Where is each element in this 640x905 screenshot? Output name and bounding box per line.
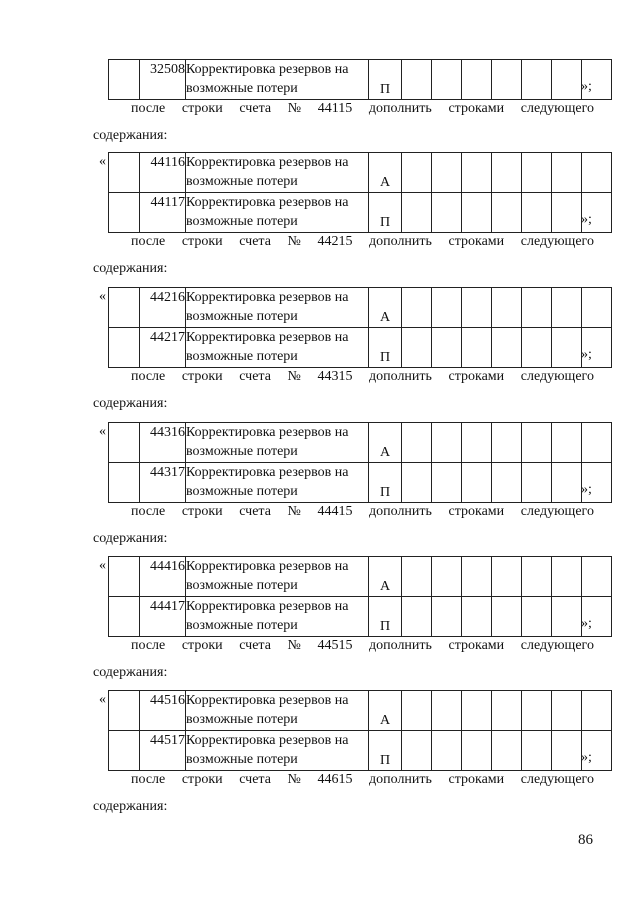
empty-cell: [522, 288, 552, 328]
empty-cell: [462, 288, 492, 328]
instruction-word: №: [287, 369, 301, 384]
empty-cell: [402, 60, 432, 100]
empty-cell: [432, 328, 462, 368]
instruction-continuation: содержания:: [93, 531, 168, 546]
empty-cell: [552, 193, 582, 233]
account-name-line: возможные потери: [186, 174, 298, 189]
instruction-word: после: [131, 234, 166, 249]
empty-cell: [522, 691, 552, 731]
account-name-line: Корректировка резервов на: [186, 693, 349, 708]
account-name-line: возможные потери: [186, 349, 298, 364]
empty-cell: [109, 557, 140, 597]
account-type: П: [369, 731, 402, 771]
account-name: [186, 423, 369, 463]
account-name-line: Корректировка резервов на: [186, 559, 349, 574]
empty-cell: [402, 557, 432, 597]
empty-cell: [109, 731, 140, 771]
instruction-word: дополнить: [369, 369, 432, 384]
account-number: 44317: [140, 463, 186, 503]
instruction-word: дополнить: [368, 101, 432, 116]
account-name-line: возможные потери: [186, 484, 298, 499]
empty-cell: [462, 463, 492, 503]
empty-cell: [109, 60, 140, 100]
empty-cell: [492, 153, 522, 193]
instruction-word: после: [131, 101, 166, 116]
account-name: [186, 691, 369, 731]
empty-cell: [522, 153, 552, 193]
right-quote: »;: [581, 616, 592, 631]
table-row: [109, 153, 612, 193]
empty-cell: [582, 423, 612, 463]
empty-cell: [552, 423, 582, 463]
account-table: [108, 422, 612, 503]
account-type: П: [369, 328, 402, 368]
empty-cell: [109, 153, 140, 193]
account-name: [186, 597, 369, 637]
account-table: [108, 152, 612, 233]
empty-cell: [492, 597, 522, 637]
empty-cell: [109, 328, 140, 368]
right-quote: »;: [581, 482, 592, 497]
instruction-word: строками: [448, 772, 505, 787]
instruction-word: следующего: [520, 638, 594, 653]
instruction-word: счета: [239, 101, 272, 116]
account-number: 44217: [140, 328, 186, 368]
empty-cell: [432, 597, 462, 637]
empty-cell: [582, 691, 612, 731]
account-table: [108, 287, 612, 368]
empty-cell: [402, 731, 432, 771]
empty-cell: [492, 288, 522, 328]
instruction-word: строки: [181, 369, 223, 384]
instruction-word: следующего: [520, 101, 594, 116]
account-name-line: возможные потери: [186, 214, 298, 229]
instruction-word: №: [287, 234, 301, 249]
instruction-word: после: [131, 504, 166, 519]
instruction-word: строки: [181, 101, 223, 116]
account-name-line: Корректировка резервов на: [186, 465, 349, 480]
account-number: 44417: [140, 597, 186, 637]
account-name: [186, 557, 369, 597]
instruction-line: [131, 101, 594, 117]
empty-cell: [432, 731, 462, 771]
instruction-word: 44115: [317, 101, 353, 116]
account-name: [186, 153, 369, 193]
instruction-word: строки: [181, 638, 223, 653]
empty-cell: [492, 691, 522, 731]
empty-cell: [462, 328, 492, 368]
account-name-line: Корректировка резервов на: [186, 62, 349, 77]
empty-cell: [492, 731, 522, 771]
instruction-word: 44415: [317, 504, 353, 519]
account-number: 44216: [140, 288, 186, 328]
empty-cell: [492, 328, 522, 368]
empty-cell: [462, 423, 492, 463]
instruction-word: после: [131, 369, 166, 384]
account-type: А: [369, 288, 402, 328]
empty-cell: [109, 193, 140, 233]
account-name: [186, 731, 369, 771]
account-name: [186, 193, 369, 233]
right-quote: »;: [581, 79, 592, 94]
empty-cell: [432, 60, 462, 100]
account-table: [108, 59, 612, 100]
account-name-line: Корректировка резервов на: [186, 290, 349, 305]
instruction-continuation: содержания:: [93, 799, 168, 814]
account-name-line: Корректировка резервов на: [186, 195, 349, 210]
empty-cell: [402, 691, 432, 731]
empty-cell: [462, 60, 492, 100]
account-name-line: возможные потери: [186, 712, 298, 727]
account-type: А: [369, 691, 402, 731]
account-table-block: [90, 422, 596, 502]
table-row: [109, 423, 612, 463]
account-type: П: [369, 193, 402, 233]
instruction-word: счета: [239, 504, 271, 519]
right-quote: »;: [581, 347, 592, 362]
empty-cell: [402, 328, 432, 368]
account-table: [108, 556, 612, 637]
account-name-line: возможные потери: [186, 309, 298, 324]
empty-cell: [552, 153, 582, 193]
empty-cell: [109, 288, 140, 328]
empty-cell: [552, 731, 582, 771]
empty-cell: [432, 288, 462, 328]
instruction-word: 44615: [317, 772, 353, 787]
empty-cell: [432, 557, 462, 597]
instruction-line: [131, 638, 594, 654]
account-name: [186, 288, 369, 328]
instruction-word: строками: [448, 101, 505, 116]
empty-cell: [432, 691, 462, 731]
empty-cell: [492, 193, 522, 233]
empty-cell: [432, 423, 462, 463]
account-name: [186, 463, 369, 503]
instruction-word: счета: [239, 234, 271, 249]
empty-cell: [402, 463, 432, 503]
account-name-line: Корректировка резервов на: [186, 155, 349, 170]
account-number: 44516: [140, 691, 186, 731]
empty-cell: [432, 153, 462, 193]
account-name: [186, 60, 369, 100]
table-row: [109, 288, 612, 328]
instruction-word: следующего: [520, 772, 594, 787]
account-table-block: [90, 287, 596, 367]
empty-cell: [492, 423, 522, 463]
empty-cell: [462, 193, 492, 233]
instruction-word: строками: [448, 234, 505, 249]
empty-cell: [552, 463, 582, 503]
account-name-line: возможные потери: [186, 618, 298, 633]
instruction-word: №: [287, 504, 301, 519]
account-number: 44116: [140, 153, 186, 193]
page-number: 86: [578, 832, 593, 848]
empty-cell: [522, 193, 552, 233]
account-name-line: Корректировка резервов на: [186, 599, 349, 614]
account-name-line: возможные потери: [186, 578, 298, 593]
account-name-line: возможные потери: [186, 444, 298, 459]
account-type: А: [369, 557, 402, 597]
account-name-line: возможные потери: [186, 752, 298, 767]
instruction-word: №: [287, 101, 302, 116]
table-row: [109, 597, 612, 637]
instruction-word: после: [131, 772, 166, 787]
instruction-word: 44215: [317, 234, 353, 249]
instruction-line: [131, 369, 594, 385]
table-row: [109, 691, 612, 731]
empty-cell: [462, 153, 492, 193]
instruction-word: строки: [181, 234, 223, 249]
account-name-line: Корректировка резервов на: [186, 330, 349, 345]
empty-cell: [522, 731, 552, 771]
empty-cell: [492, 463, 522, 503]
instruction-word: дополнить: [369, 504, 432, 519]
empty-cell: [552, 691, 582, 731]
account-name-line: Корректировка резервов на: [186, 425, 349, 440]
instruction-word: строками: [448, 638, 505, 653]
account-name: [186, 328, 369, 368]
account-name-line: возможные потери: [186, 81, 298, 96]
left-quote: «: [99, 692, 106, 707]
empty-cell: [402, 423, 432, 463]
instruction-word: строки: [181, 504, 223, 519]
instruction-word: следующего: [520, 369, 594, 384]
empty-cell: [109, 463, 140, 503]
table-row: [109, 60, 612, 100]
table-row: [109, 731, 612, 771]
empty-cell: [522, 423, 552, 463]
account-table-block: [90, 556, 596, 636]
empty-cell: [492, 557, 522, 597]
right-quote: »;: [581, 212, 592, 227]
instruction-word: дополнить: [369, 638, 432, 653]
account-number: 44416: [140, 557, 186, 597]
instruction-line: [131, 504, 594, 520]
empty-cell: [522, 463, 552, 503]
instruction-word: строками: [448, 504, 505, 519]
instruction-word: счета: [239, 369, 271, 384]
table-row: [109, 328, 612, 368]
table-row: [109, 463, 612, 503]
table-row: [109, 193, 612, 233]
table-row: [109, 557, 612, 597]
account-type: А: [369, 423, 402, 463]
empty-cell: [552, 288, 582, 328]
empty-cell: [462, 691, 492, 731]
account-table: [108, 690, 612, 771]
instruction-word: №: [287, 772, 301, 787]
instruction-continuation: содержания:: [93, 396, 168, 411]
instruction-continuation: содержания:: [93, 128, 168, 143]
instruction-word: следующего: [520, 234, 594, 249]
instruction-word: дополнить: [369, 772, 432, 787]
empty-cell: [402, 153, 432, 193]
left-quote: «: [99, 424, 106, 439]
instruction-word: счета: [239, 772, 271, 787]
right-quote: »;: [581, 750, 592, 765]
empty-cell: [432, 193, 462, 233]
empty-cell: [462, 597, 492, 637]
account-type: П: [369, 463, 402, 503]
account-table-block: [90, 690, 596, 770]
empty-cell: [109, 423, 140, 463]
instruction-word: счета: [239, 638, 271, 653]
account-type: П: [369, 597, 402, 637]
account-type: А: [369, 153, 402, 193]
empty-cell: [402, 193, 432, 233]
empty-cell: [492, 60, 522, 100]
empty-cell: [109, 691, 140, 731]
account-number: 44117: [140, 193, 186, 233]
account-number: 32508: [140, 60, 186, 100]
instruction-word: №: [287, 638, 301, 653]
instruction-line: [131, 234, 594, 250]
left-quote: «: [99, 289, 106, 304]
empty-cell: [552, 60, 582, 100]
empty-cell: [522, 328, 552, 368]
empty-cell: [109, 597, 140, 637]
empty-cell: [582, 153, 612, 193]
empty-cell: [402, 288, 432, 328]
instruction-word: 44515: [317, 638, 353, 653]
instruction-word: следующего: [520, 504, 594, 519]
empty-cell: [552, 328, 582, 368]
empty-cell: [402, 597, 432, 637]
account-table-block: [90, 59, 596, 99]
empty-cell: [522, 597, 552, 637]
left-quote: «: [99, 558, 106, 573]
empty-cell: [582, 557, 612, 597]
instruction-continuation: содержания:: [93, 665, 168, 680]
account-number: 44316: [140, 423, 186, 463]
empty-cell: [462, 731, 492, 771]
instruction-word: дополнить: [369, 234, 432, 249]
instruction-line: [131, 772, 594, 788]
account-number: 44517: [140, 731, 186, 771]
account-table-block: [90, 152, 596, 232]
instruction-word: строки: [181, 772, 223, 787]
empty-cell: [432, 463, 462, 503]
instruction-continuation: содержания:: [93, 261, 168, 276]
left-quote: «: [99, 154, 106, 169]
instruction-word: строками: [448, 369, 505, 384]
account-type: П: [369, 60, 402, 100]
empty-cell: [582, 288, 612, 328]
empty-cell: [552, 557, 582, 597]
empty-cell: [522, 557, 552, 597]
empty-cell: [462, 557, 492, 597]
empty-cell: [552, 597, 582, 637]
empty-cell: [522, 60, 552, 100]
instruction-word: 44315: [317, 369, 353, 384]
account-name-line: Корректировка резервов на: [186, 733, 349, 748]
instruction-word: после: [131, 638, 166, 653]
